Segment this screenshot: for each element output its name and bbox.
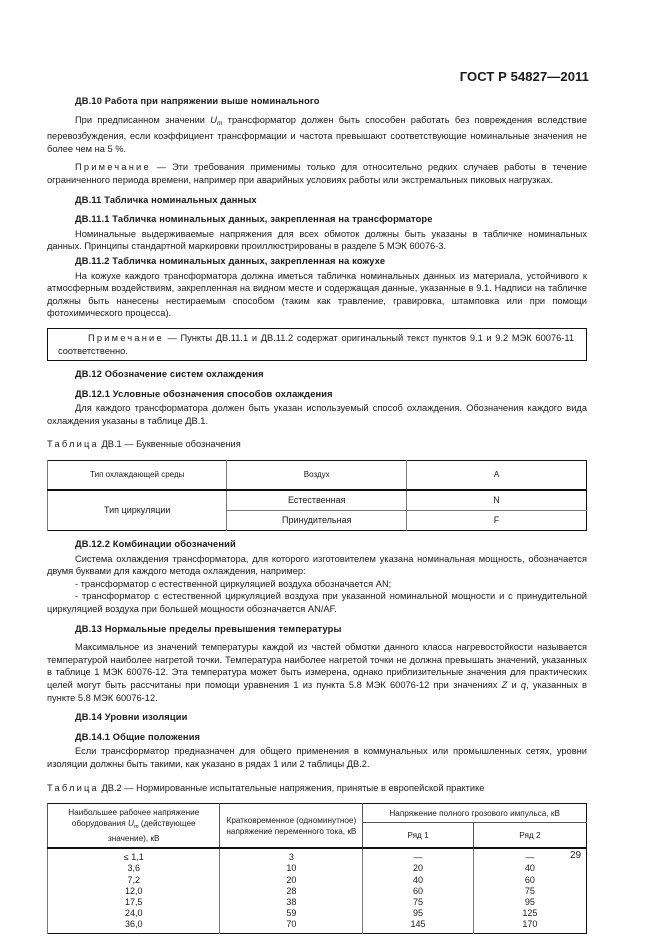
table-cell: 145 [363, 919, 473, 933]
header-cell-ac-voltage: Кратковременное (одноминутное) напряжение переменного тока, кВ [220, 804, 363, 849]
table-cell: 12,0 [48, 886, 220, 897]
table-cell: 125 [473, 908, 586, 919]
note-db10: Примечание — Эти требования применимы только для относительно редких случаев работы в течение ограниченного периода времени, например при аварийных условиях работы или экстремальных пиковых нагрузках. [47, 162, 587, 185]
header-cell: Воздух [227, 461, 406, 491]
table-row [48, 875, 587, 886]
table-test-voltages [47, 803, 587, 933]
table-cell: 38 [220, 897, 363, 908]
note-label: Примечание [88, 332, 164, 343]
paragraph-db12-1: Для каждого трансформатора должен быть указан используемый способ охлаждения. Обозначения каждого вида охлаждения указаны в таблице ДВ.1. [47, 403, 587, 426]
table-cell: 3,6 [48, 863, 220, 874]
table-cell: 20 [363, 863, 473, 874]
table-header-row [48, 461, 587, 491]
section-heading-db11: ДВ.11 Табличка номинальных данных [75, 194, 257, 205]
table2-caption: Таблица ДВ.2 — Нормированные испытательные напряжения, принятые в европейской практике [47, 782, 485, 793]
table-cell: — [473, 848, 586, 863]
section-heading-db12: ДВ.12 Обозначение систем охлаждения [75, 369, 264, 380]
table-row [48, 848, 587, 863]
table-cell: 7,2 [48, 875, 220, 886]
table-cell: 59 [220, 908, 363, 919]
table-cell: 95 [363, 908, 473, 919]
table-cell: 20 [220, 875, 363, 886]
paragraph-db11-2: На кожухе каждого трансформатора должна иметься табличка номинальных данных из материала, устойчивого к атмосферным воздействиям, закрепленная на видном месте и содержащая данные, указанные в 9.1. Надписи на табличке должны быть нанесены нестираемым способом (таким как травление, гравировка, штамповка или при помощи фотохимического процесса). [47, 270, 587, 319]
section-heading-db13: ДВ.13 Нормальные пределы превышения температуры [75, 623, 342, 634]
table-row [48, 897, 587, 908]
document-standard-id: ГОСТ Р 54827—2011 [459, 69, 589, 84]
subsection-heading-db12-1: ДВ.12.1 Условные обозначения способов охлаждения [75, 388, 333, 399]
paragraph-db11-1: Номинальные выдерживаемые напряжения для всех обмоток должны быть указаны в табличке номинальных данных. Принципы стандартной маркировки проиллюстрированы в разделе 5 МЭК 60076-3. [47, 228, 587, 252]
section-heading-db10: ДВ.10 Работа при напряжении выше номинального [75, 96, 320, 106]
header-cell: Тип охлаждающей среды [48, 461, 227, 491]
subsection-heading-db11-1: ДВ.11.1 Табличка номинальных данных, закрепленная на трансформаторе [75, 214, 433, 225]
paragraph-db10: При предписанном значении $U_m$ трансформатор должен быть способен работать без повреждения вследствие перевозбуждения, если коэффициент трансформации и частота превышают соответствующие номинальные значения не более чем на 5 %. [47, 114, 587, 154]
table-row [48, 886, 587, 897]
page-content [47, 95, 587, 934]
table-cell: — [363, 848, 473, 863]
header-cell-series-2: Ряд 2 [473, 823, 586, 849]
note-label: Примечание [75, 162, 151, 173]
table-row [48, 863, 587, 874]
header-cell-series-1: Ряд 1 [363, 823, 473, 849]
header-cell-max-voltage: Наибольшее рабочее напряжение оборудования $U_m$ (действующее значение), кВ [48, 804, 220, 849]
table-cell: F [406, 511, 586, 531]
table-cell: Естественная [227, 490, 406, 511]
list-item: - трансформатор с естественной циркуляцией воздуха при указанной номинальной мощности и с принудительной циркуляцией воздуха при большей мощности обозначается AN/AF. [47, 591, 587, 615]
subsection-heading-db11-2: ДВ.11.2 Табличка номинальных данных, закрепленная на кожухе [75, 255, 386, 266]
table1-caption: Таблица ДВ.1 — Буквенные обозначения [47, 439, 241, 450]
table-cell: 28 [220, 886, 363, 897]
table-cell: 170 [473, 919, 586, 933]
table-cell: 40 [473, 863, 586, 874]
row-label-cell: Тип циркуляции [48, 490, 227, 531]
table-header-row [48, 804, 587, 823]
table-cell: 60 [363, 886, 473, 897]
table-cell: 10 [220, 863, 363, 874]
header-cell-impulse-voltage: Напряжение полного грозового импульса, кВ [363, 804, 587, 823]
table-row [48, 490, 587, 511]
table-cell: 75 [473, 886, 586, 897]
table-cell: 70 [220, 919, 363, 933]
table-row [48, 919, 587, 933]
table-cooling-designations [47, 460, 587, 531]
table-cell: ≤ 1,1 [48, 848, 220, 863]
note-box-db11: Примечание — Пункты ДВ.11.1 и ДВ.11.2 содержат оригинальный текст пунктов 9.1 и 9.2 МЭК 60076-11 соответственно. [47, 328, 587, 361]
table-cell: N [406, 490, 586, 511]
table-cell: 75 [363, 897, 473, 908]
paragraph-db12-2: Система охлаждения трансформатора, для которого изготовителем указана номинальная мощность, обозначается двумя буквами для каждого метода охлаждения, например: [47, 553, 587, 577]
table-cell: 40 [363, 875, 473, 886]
subsection-heading-db14-1: ДВ.14.1 Общие положения [75, 731, 201, 742]
section-heading-db14: ДВ.14 Уровни изоляции [75, 712, 188, 723]
table-cell: 36,0 [48, 919, 220, 933]
table-cell: 24,0 [48, 908, 220, 919]
header-cell: A [406, 461, 586, 491]
subsection-heading-db12-2: ДВ.12.2 Комбинации обозначений [75, 539, 236, 550]
table-cell: 3 [220, 848, 363, 863]
list-item: - трансформатор с естественной циркуляцией воздуха обозначается AN; [75, 578, 392, 589]
paragraph-db13: Максимальное из значений температуры каждой из частей обмотки данного класса нагревостойкости называется температурой наиболее нагретой точки. Температура наиболее нагретой точки не должна превышать значений, указанных в таблице 1 МЭК 60076-12. Эта температура может быть измерена, однако приблизительные значения для практических целей могут быть рассчитаны при помощи уравнения 1 из пункта 5.8 МЭК 60076-12 при значениях Z и q, указанных в пункте 5.8 МЭК 60076-12. [47, 642, 587, 703]
table-cell: 60 [473, 875, 586, 886]
page-number: 29 [570, 850, 582, 861]
table-cell: 95 [473, 897, 586, 908]
table-row [48, 908, 587, 919]
table-cell: 17,5 [48, 897, 220, 908]
table-cell: Принудительная [227, 511, 406, 531]
paragraph-db14-1: Если трансформатор предназначен для общего применения в коммунальных или промышленных сетях, уровни изоляции должны быть такими, как указано в рядах 1 или 2 таблицы ДВ.2. [47, 746, 587, 769]
